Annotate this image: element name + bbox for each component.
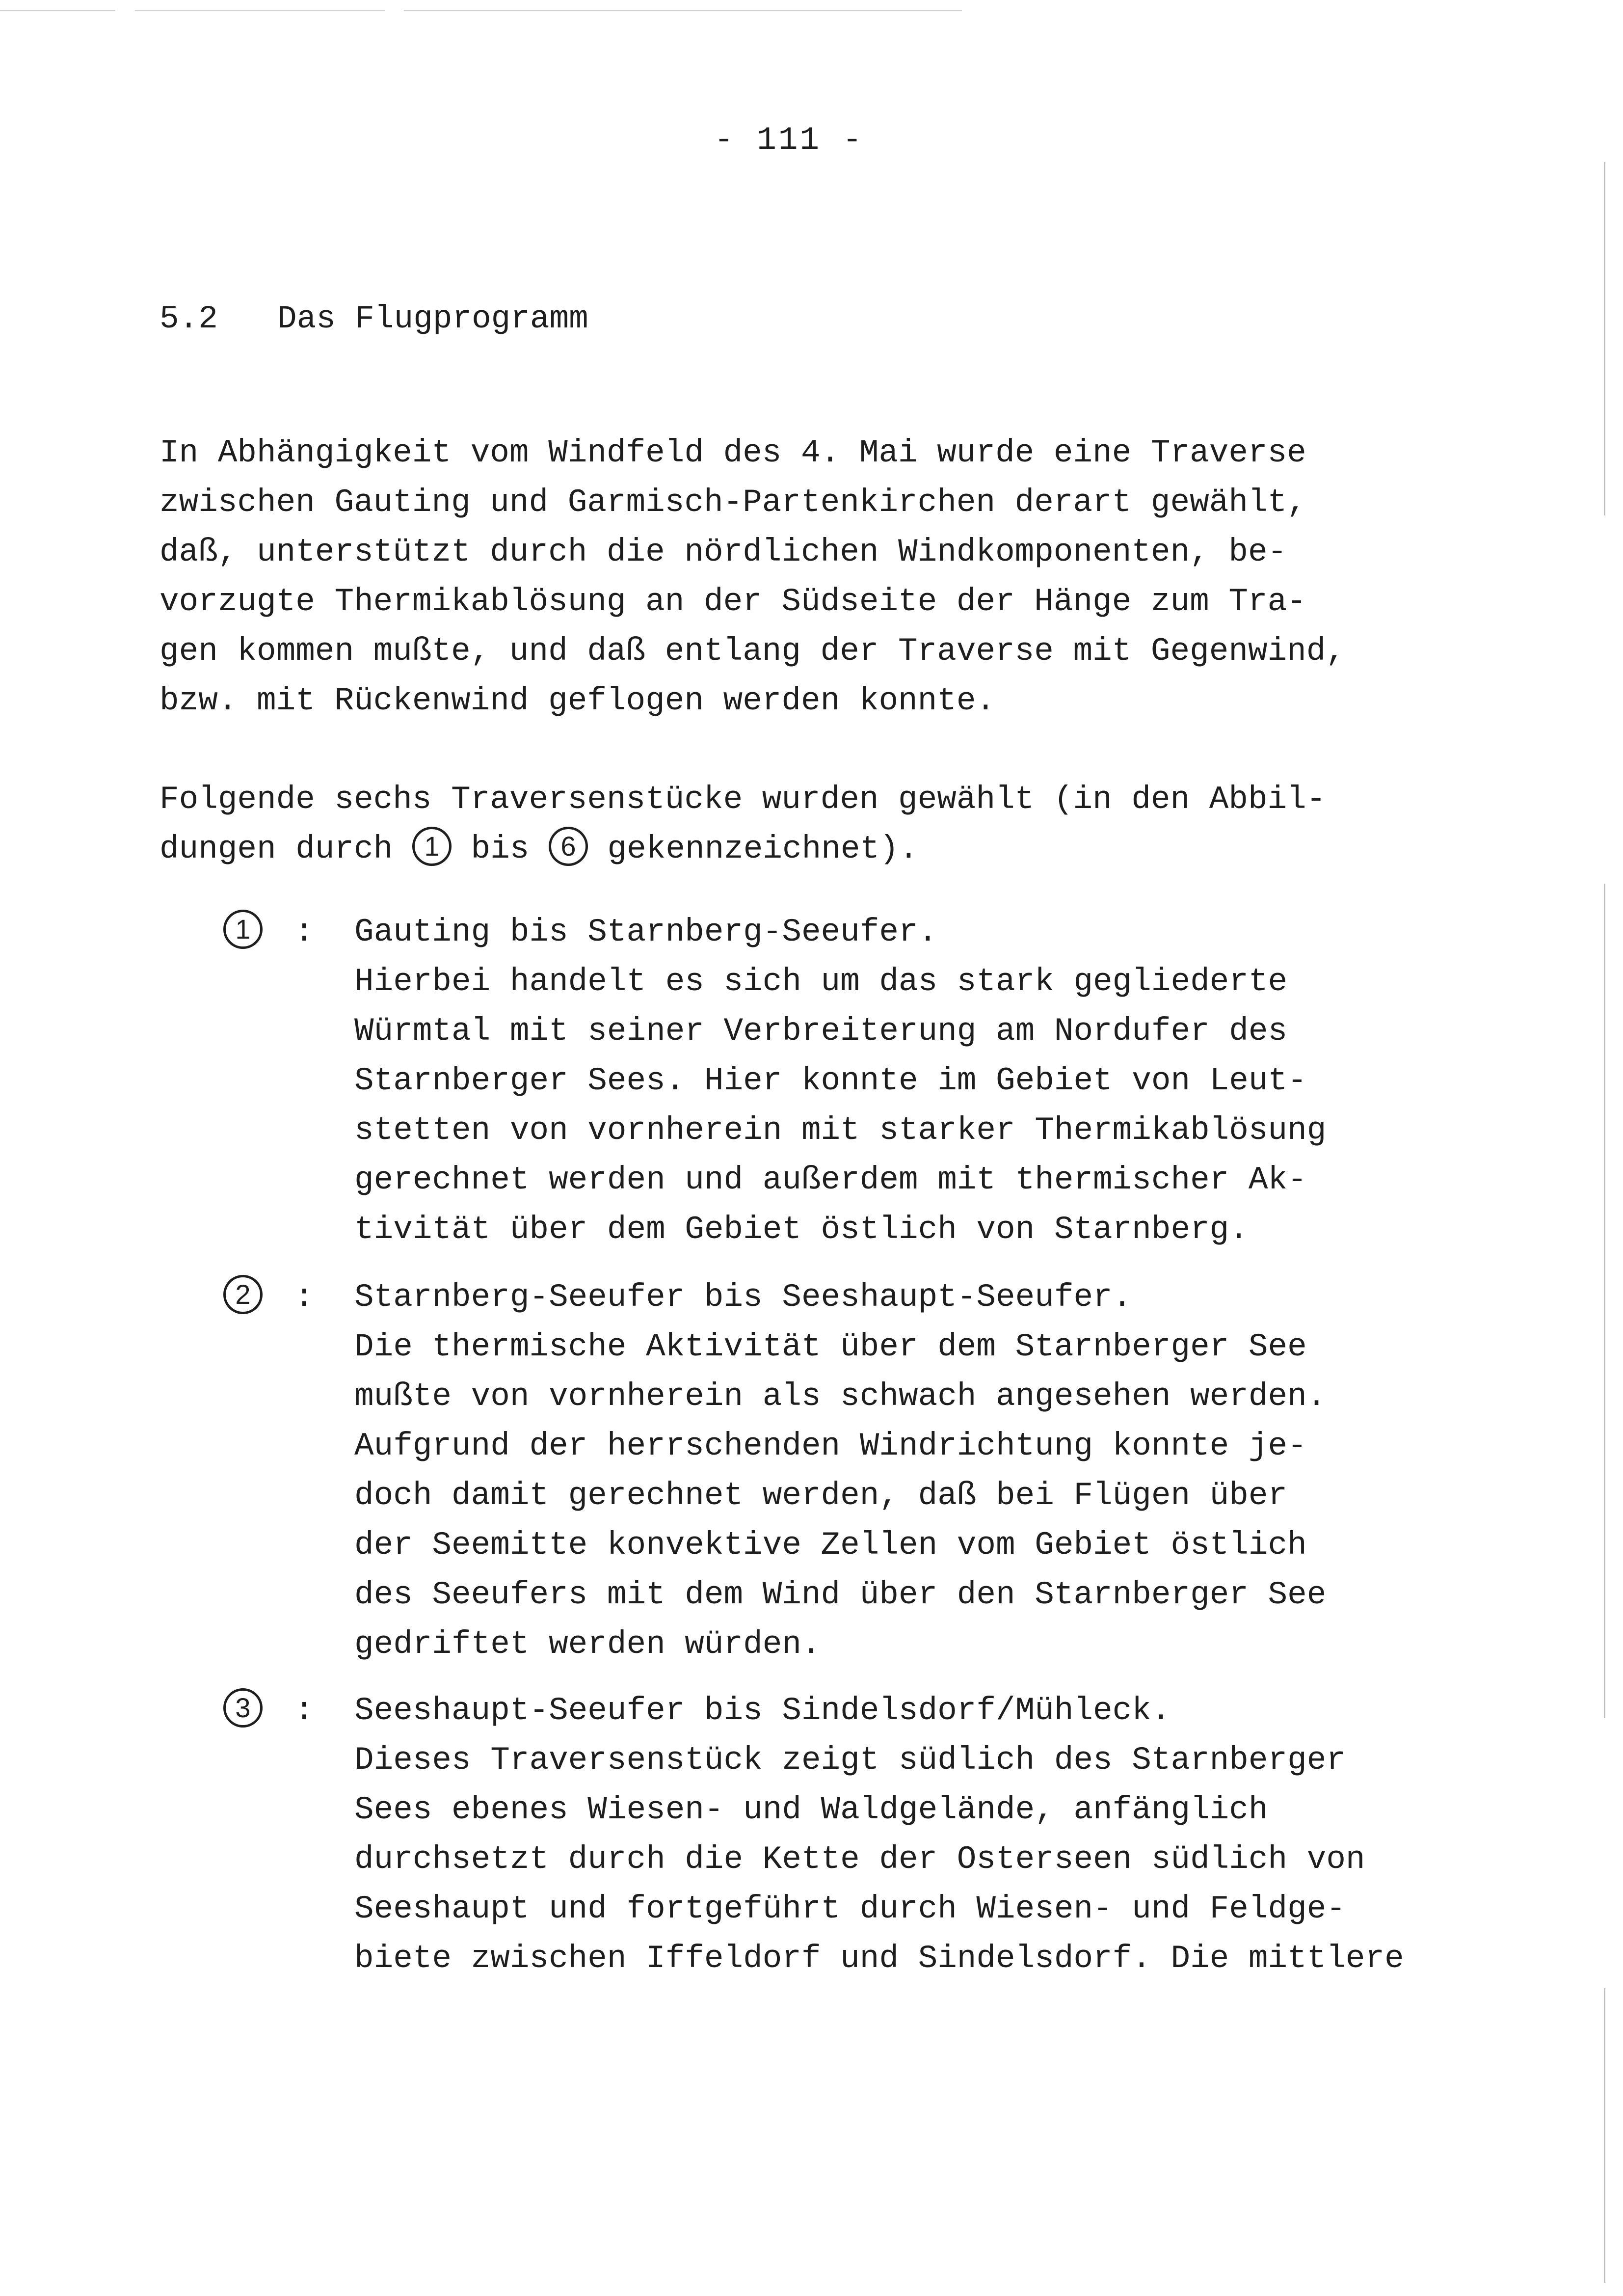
text-line: [160, 824, 1326, 874]
text-fragment: gekennzeichnet).: [587, 831, 919, 867]
scan-edge-line: [0, 10, 962, 11]
section-number: 5.2: [160, 300, 218, 337]
paragraph-1: [160, 428, 1345, 726]
scan-right-edge: [1604, 884, 1605, 1718]
text-line: bzw. mit Rückenwind geflogen werden konnte.: [160, 682, 996, 719]
text-line: gen kommen mußte, und daß entlang der Traverse mit Gegenwind,: [160, 633, 1345, 670]
text-line: Würmtal mit seiner Verbreiterung am Nordufer des: [354, 1013, 1288, 1050]
section-title: Das Flugprogramm: [277, 300, 588, 337]
scan-right-edge: [1604, 1988, 1605, 2283]
circled-number-marker: 6: [549, 827, 588, 866]
text-line: Sees ebenes Wiesen- und Waldgelände, anfänglich: [354, 1791, 1268, 1828]
text-line: der Seemitte konvektive Zellen vom Gebiet östlich: [354, 1527, 1307, 1564]
text-line: In Abhängigkeit vom Windfeld des 4. Mai wurde eine Traverse: [160, 434, 1306, 471]
text-line: daß, unterstützt durch die nördlichen Windkomponenten, be-: [160, 534, 1287, 570]
text-line: vorzugte Thermikablösung an der Südseite der Hänge zum Tra-: [160, 583, 1306, 620]
text-line: Seeshaupt-Seeufer bis Sindelsdorf/Mühleck.: [354, 1692, 1171, 1729]
circled-number-marker: 1: [223, 910, 263, 949]
circled-number-marker: 1: [412, 827, 452, 866]
text-line: des Seeufers mit dem Wind über den Starnberger See: [354, 1576, 1327, 1613]
paragraph-2: [160, 775, 1326, 874]
item-1-text: [354, 907, 1326, 1254]
text-line: Gauting bis Starnberg-Seeufer.: [354, 914, 938, 950]
item-2-text: [354, 1272, 1326, 1669]
item-1-marker: [223, 907, 263, 957]
text-line: Aufgrund der herrschenden Windrichtung konnte je-: [354, 1428, 1307, 1464]
item-3-colon: :: [294, 1692, 314, 1729]
text-line: doch damit gerechnet werden, daß bei Flügen über: [354, 1477, 1288, 1514]
item-3-text: [354, 1686, 1404, 1983]
page-number: - 111 -: [714, 122, 864, 159]
text-line: Dieses Traversenstück zeigt südlich des Starnberger: [354, 1742, 1346, 1779]
item-1-colon: :: [294, 914, 314, 950]
item-2-colon: :: [294, 1279, 314, 1316]
text-fragment: dungen durch: [160, 831, 412, 867]
section-heading: [160, 300, 588, 337]
item-2-marker: [223, 1272, 263, 1322]
text-line: Die thermische Aktivität über dem Starnberger See: [354, 1328, 1307, 1365]
text-line: durchsetzt durch die Kette der Osterseen südlich von: [354, 1841, 1365, 1878]
text-line: Starnberg-Seeufer bis Seeshaupt-Seeufer.: [354, 1279, 1132, 1316]
text-line: Seeshaupt und fortgeführt durch Wiesen- und Feldge-: [354, 1891, 1346, 1927]
text-line: tivität über dem Gebiet östlich von Starnberg.: [354, 1211, 1249, 1248]
text-fragment: bis: [451, 831, 549, 867]
scan-right-edge: [1604, 162, 1605, 515]
text-line: zwischen Gauting und Garmisch-Partenkirchen derart gewählt,: [160, 484, 1306, 521]
item-3-marker: [223, 1686, 263, 1735]
text-line: mußte von vornherein als schwach angesehen werden.: [354, 1378, 1327, 1415]
text-line: stetten von vornherein mit starker Thermikablösung: [354, 1112, 1327, 1149]
circled-number-marker: 3: [223, 1688, 263, 1728]
circled-number-marker: 2: [223, 1275, 263, 1314]
text-line: Folgende sechs Traversenstücke wurden gewählt (in den Abbil-: [160, 781, 1326, 818]
text-line: Starnberger Sees. Hier konnte im Gebiet von Leut-: [354, 1062, 1307, 1099]
text-line: gedriftet werden würden.: [354, 1626, 821, 1663]
text-line: gerechnet werden und außerdem mit thermischer Ak-: [354, 1162, 1307, 1198]
text-line: Hierbei handelt es sich um das stark gegliederte: [354, 963, 1288, 1000]
text-line: biete zwischen Iffeldorf und Sindelsdorf. Die mittlere: [354, 1940, 1404, 1977]
